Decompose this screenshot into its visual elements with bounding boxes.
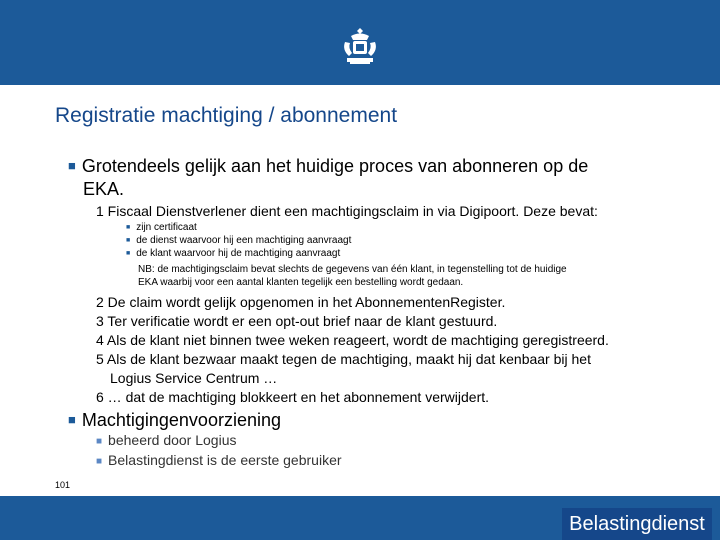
step-4: 4 Als de klant niet binnen twee weken reageert, wordt de machtiging geregistreerd. [96,332,609,348]
square-bullet-icon: ■ [68,412,76,427]
square-bullet-icon: ■ [68,158,76,173]
header-bar [0,0,720,85]
sub-item-2: ■ de dienst waarvoor hij een machtiging aanvraagt [126,235,352,246]
sub-item-1: ■ zijn certificaat [126,222,197,233]
step-5-continuation: Logius Service Centrum … [110,370,278,386]
step-6: 6 … dat de machtiging blokkeert en het abonnement verwijdert. [96,389,490,405]
step-5: 5 Als de klant bezwaar maakt tegen de machtiging, maakt hij dat kenbaar bij het [96,351,591,367]
sub-item-3: ■ de klant waarvoor hij de machtiging aanvraagt [126,248,341,259]
square-bullet-icon: ■ [126,250,131,257]
square-bullet-icon: ■ [96,436,103,447]
page-number: 101 [55,480,71,490]
slide-title: Registratie machtiging / abonnement [55,104,398,127]
square-bullet-icon: ■ [126,224,131,231]
bullet-2-text: Machtigingenvoorziening [81,410,281,430]
step-2: 2 De claim wordt gelijk opgenomen in het AbonnementenRegister. [96,294,506,310]
bullet-2-sub-1: ■ beheerd door Logius [96,432,237,448]
step-3: 3 Ter verificatie wordt er een opt-out brief naar de klant gestuurd. [96,313,498,329]
square-bullet-icon: ■ [96,456,103,467]
bullet-1-continuation: EKA. [83,179,125,199]
square-bullet-icon: ■ [126,237,131,244]
step-1: 1 Fiscaal Dienstverlener dient een machtigingsclaim in via Digipoort. Deze bevat: [96,203,598,219]
note-line-1: NB: de machtigingsclaim bevat slechts de gegevens van één klant, in tegenstelling tot de huidige [138,264,567,275]
bullet-2-sub-2: ■ Belastingdienst is de eerste gebruiker [96,452,342,468]
note-line-2: EKA waarbij voor een aantal klanten tegelijk een bestelling wordt gedaan. [138,277,464,288]
bullet-1 [68,155,588,179]
belastingdienst-logo: Belastingdienst [562,508,712,540]
bullet-1-text: Grotendeels gelijk aan het huidige proces van abonneren op de [81,156,589,176]
coat-of-arms-icon [339,26,381,66]
